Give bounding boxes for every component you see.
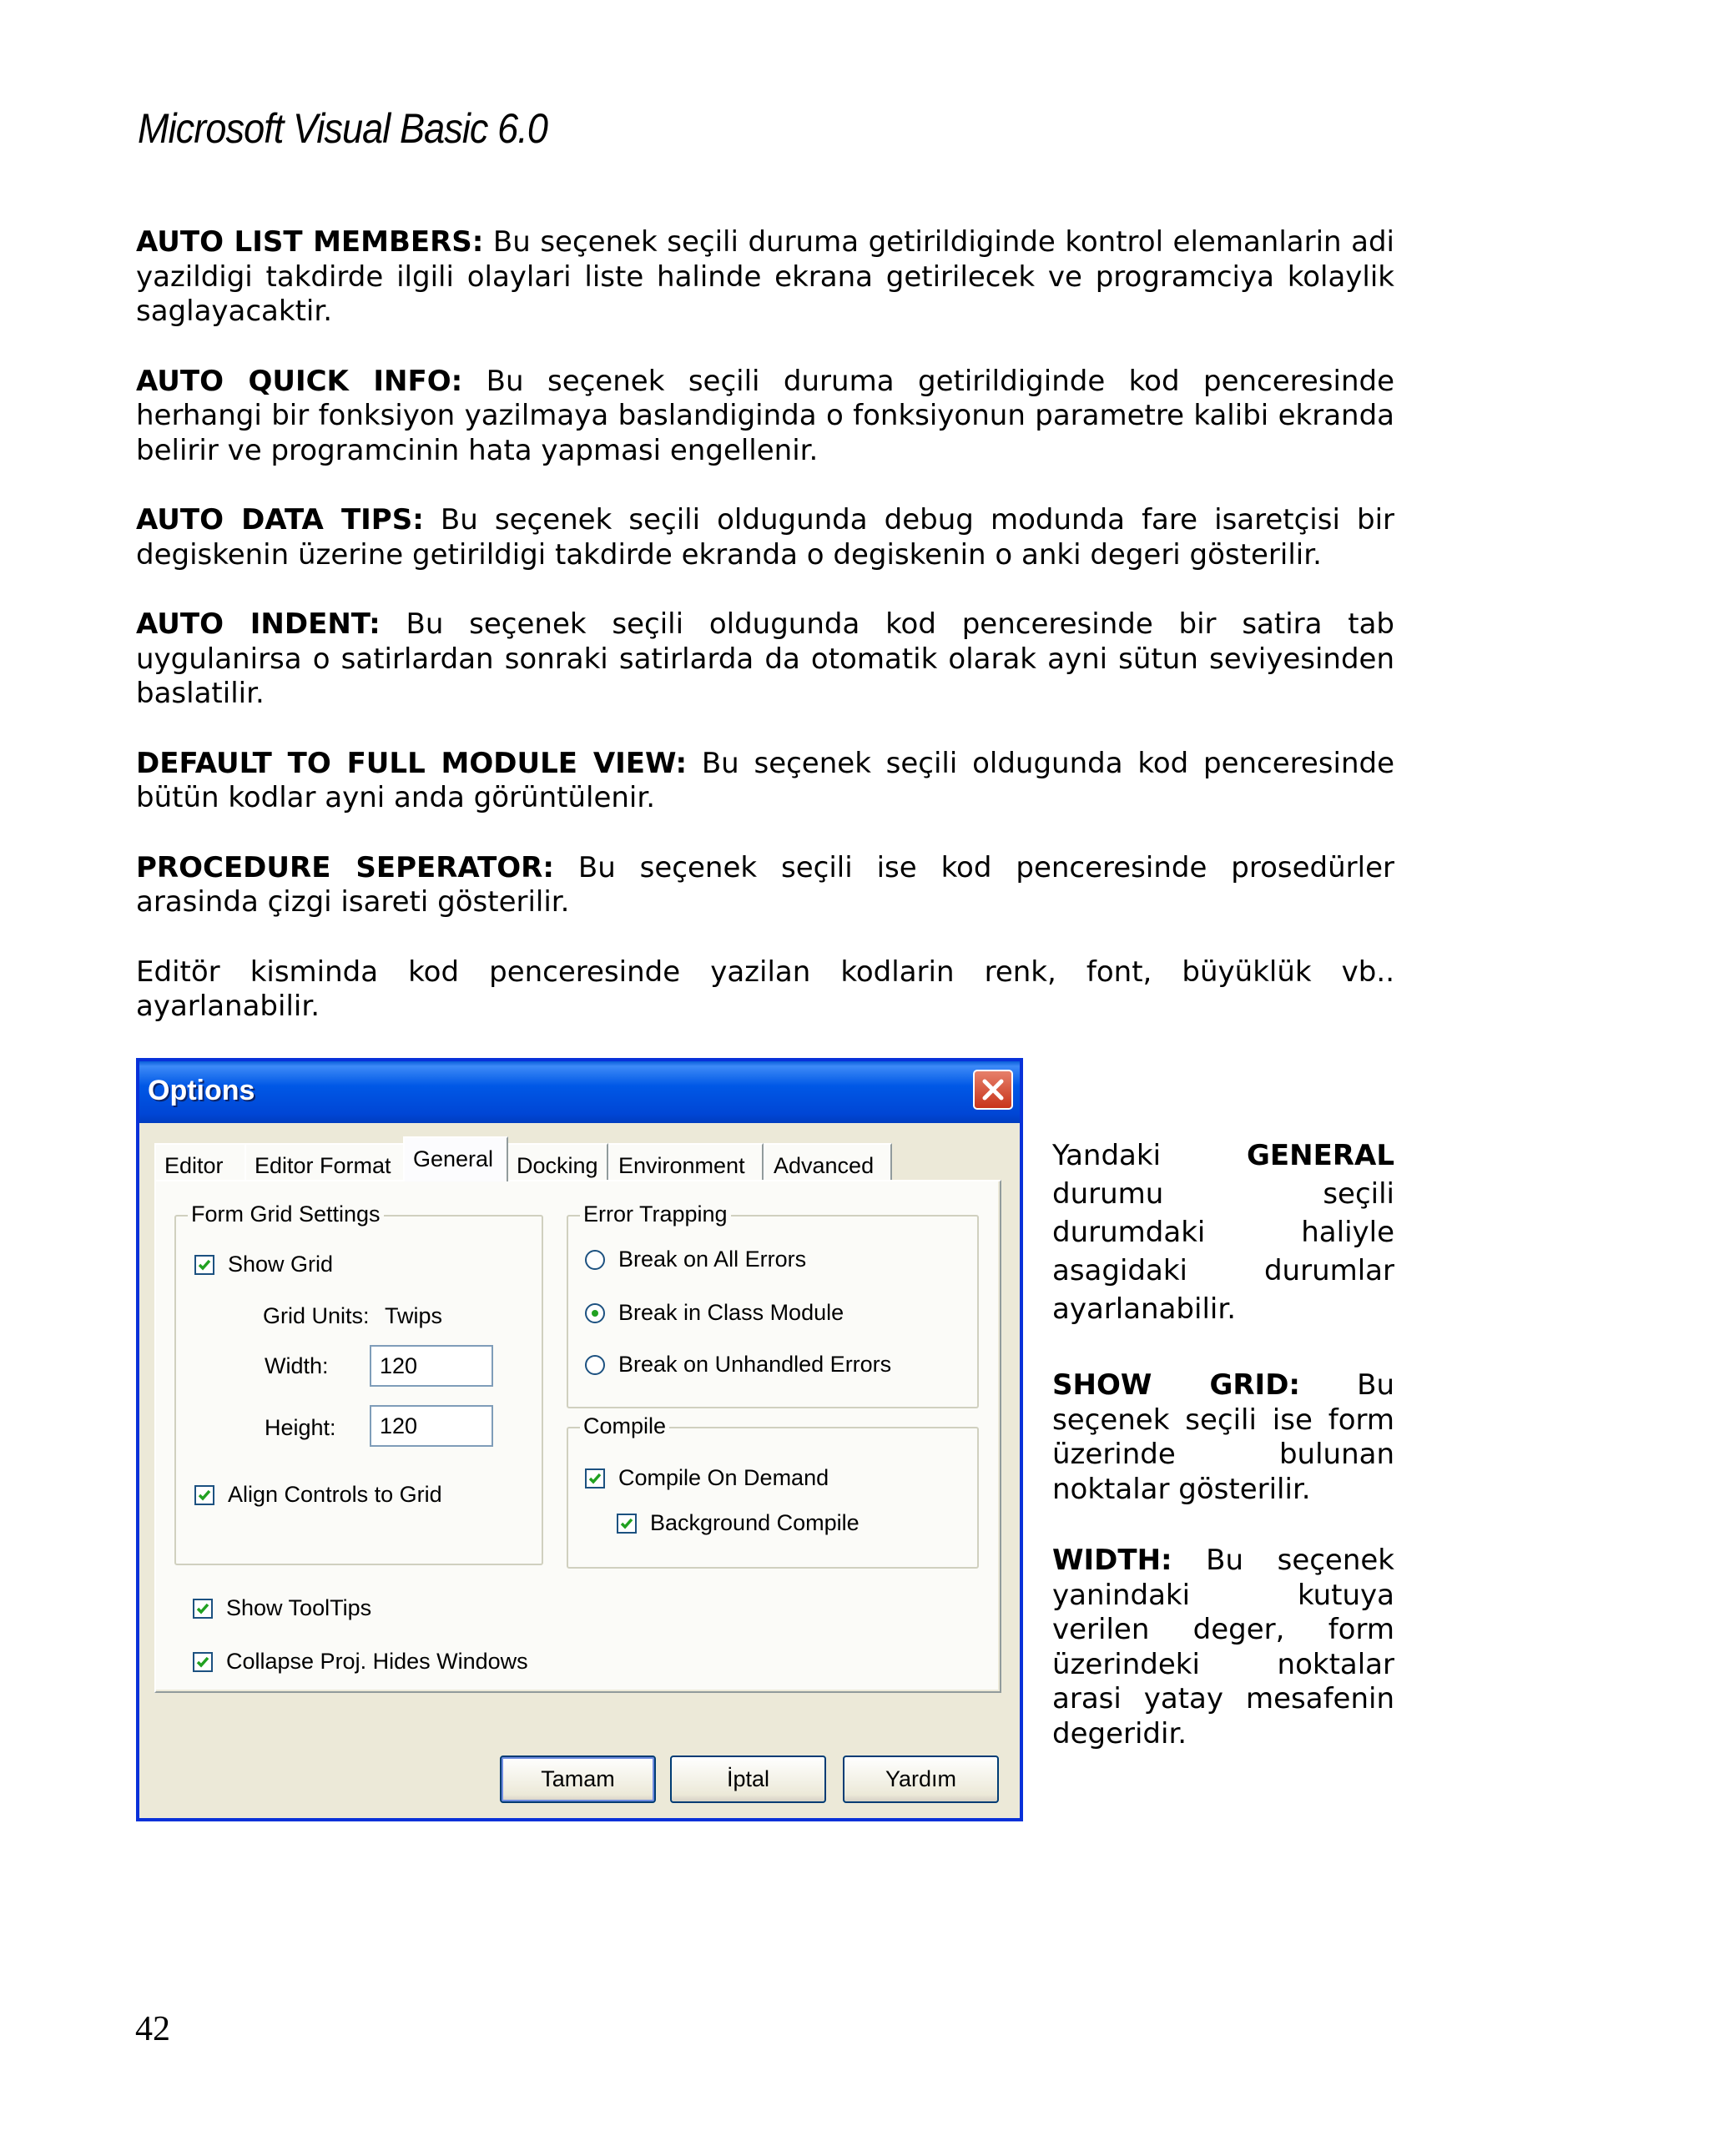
text-auto-quick-info: Bu seçenek seçili duruma getirildiginde kod penceresinde herhangi bir fonksiyon yazilmaya baslandiginda o fonksiyonun parametre kalibi ekranda belirir ve programcinin hata yapmasi engellenir. xyxy=(136,364,1395,467)
term-auto-indent: AUTO INDENT: xyxy=(136,607,381,641)
radio-icon xyxy=(585,1250,605,1270)
compile-on-demand-label: Compile On Demand xyxy=(618,1465,829,1490)
side-width-text: Bu seçenek yanindaki kutuya verilen deger, form üzerindeki noktalar arasi yatay mesafenin degeridir. xyxy=(1052,1544,1394,1750)
height-label: Height: xyxy=(265,1415,336,1440)
align-controls-check-icon xyxy=(194,1485,214,1505)
text-default-full-module-view: Bu seçenek seçili oldugunda kod penceresinde bütün kodlar ayni anda görüntülenir. xyxy=(136,746,1395,814)
dialog-titlebar xyxy=(139,1061,1020,1123)
term-default-full-module-view: DEFAULT TO FULL MODULE VIEW: xyxy=(136,746,688,780)
tab-editor-format[interactable]: Editor Format xyxy=(245,1143,406,1180)
ok-button[interactable]: Tamam xyxy=(500,1756,656,1803)
text-auto-indent: Bu seçenek seçili oldugunda kod penceresinde bir satira tab uygulanirsa o satirlardan sonraki satirlarda da otomatik olarak ayni sütun seviyesinden baslatilir. xyxy=(136,607,1394,710)
paragraph-auto-list-members xyxy=(136,225,1394,330)
paragraph-editor-note xyxy=(136,955,1394,1025)
error-trapping-group xyxy=(567,1201,979,1408)
background-compile-checkbox[interactable] xyxy=(617,1510,860,1536)
radio-label: Break on All Errors xyxy=(618,1247,807,1272)
term-auto-list-members: AUTO LIST MEMBERS: xyxy=(136,225,484,259)
paragraph-auto-indent xyxy=(136,607,1394,712)
tab-general[interactable]: General xyxy=(403,1136,508,1181)
height-input[interactable]: 120 xyxy=(370,1405,493,1447)
tab-docking[interactable]: Docking xyxy=(507,1143,608,1180)
side-show-grid-text: Bu seçenek seçili ise form üzerinde bulunan noktalar gösterilir. xyxy=(1052,1368,1394,1506)
form-grid-settings-group xyxy=(174,1201,543,1565)
show-grid-check-icon xyxy=(194,1255,214,1275)
grid-units-label: Grid Units: xyxy=(263,1303,370,1328)
tab-advanced[interactable]: Advanced xyxy=(764,1143,892,1180)
paragraph-auto-quick-info xyxy=(136,365,1394,469)
text-auto-list-members: Bu seçenek seçili duruma getirildiginde kontrol elemanlarin adi yazildigi takdirde ilgili olaylari liste halinde ekrana getirilecek ve programciya kolaylik saglayacaktir. xyxy=(136,225,1394,328)
side-intro-suffix: durumu seçili durumdaki haliyle asagidaki durumlar ayarlanabilir. xyxy=(1052,1177,1394,1326)
body-text xyxy=(136,225,1394,1060)
page-number: 42 xyxy=(135,2010,170,2048)
side-intro-paragraph xyxy=(1052,1136,1394,1328)
term-auto-data-tips: AUTO DATA TIPS: xyxy=(136,503,424,536)
side-width-term: WIDTH: xyxy=(1052,1544,1172,1577)
compile-group xyxy=(567,1413,979,1569)
show-tooltips-checkbox[interactable] xyxy=(193,1595,371,1621)
cancel-button[interactable]: İptal xyxy=(670,1756,826,1803)
side-note-show-grid xyxy=(1052,1368,1394,1507)
radio-label: Break in Class Module xyxy=(618,1300,844,1325)
compile-on-demand-checkbox[interactable] xyxy=(585,1465,829,1491)
text-auto-data-tips: Bu seçenek seçili oldugunda debug modunda fare isaretçisi bir degiskenin üzerine getirildigi takdirde ekranda o degiskenin o anki degeri gösterilir. xyxy=(136,503,1394,572)
collapse-proj-label: Collapse Proj. Hides Windows xyxy=(226,1649,528,1674)
options-dialog xyxy=(136,1058,1023,1821)
background-compile-check-icon xyxy=(617,1514,637,1534)
side-note-intro xyxy=(1052,1136,1394,1328)
general-tab-panel xyxy=(154,1180,1001,1693)
side-intro-term: GENERAL xyxy=(1247,1139,1394,1172)
align-controls-label: Align Controls to Grid xyxy=(228,1482,442,1507)
side-show-grid-term: SHOW GRID: xyxy=(1052,1368,1301,1402)
show-grid-checkbox[interactable] xyxy=(194,1252,333,1277)
side-width-paragraph xyxy=(1052,1544,1394,1751)
radio-label: Break on Unhandled Errors xyxy=(618,1352,892,1377)
term-procedure-seperator: PROCEDURE SEPERATOR: xyxy=(136,850,554,884)
radio-selected-icon xyxy=(585,1303,605,1323)
help-button[interactable]: Yardım xyxy=(843,1756,999,1803)
side-show-grid-paragraph xyxy=(1052,1368,1394,1507)
form-grid-settings-title: Form Grid Settings xyxy=(188,1201,384,1227)
dialog-title: Options xyxy=(148,1075,255,1106)
width-label: Width: xyxy=(265,1353,329,1378)
show-tooltips-label: Show ToolTips xyxy=(226,1595,372,1620)
text-procedure-seperator: Bu seçenek seçili ise kod penceresinde prosedürler arasinda çizgi isareti gösterilir. xyxy=(136,850,1394,919)
compile-title: Compile xyxy=(580,1413,669,1439)
text-editor-note: Editör kisminda kod penceresinde yazilan kodlarin renk, font, büyüklük vb.. ayarlanabilir. xyxy=(136,955,1394,1023)
error-trapping-title: Error Trapping xyxy=(580,1201,731,1227)
side-intro-prefix: Yandaki xyxy=(1052,1139,1248,1172)
paragraph-procedure-seperator xyxy=(136,851,1394,920)
side-note-width xyxy=(1052,1544,1394,1751)
grid-units-value: Twips xyxy=(385,1303,443,1328)
close-icon xyxy=(981,1078,1005,1101)
collapse-proj-checkbox[interactable] xyxy=(193,1649,528,1675)
radio-icon xyxy=(585,1355,605,1375)
term-auto-quick-info: AUTO QUICK INFO: xyxy=(136,364,463,398)
background-compile-label: Background Compile xyxy=(650,1510,860,1535)
radio-break-on-all-errors[interactable] xyxy=(585,1247,806,1272)
book-title: Microsoft Visual Basic 6.0 xyxy=(138,105,547,152)
compile-on-demand-check-icon xyxy=(585,1468,605,1489)
tab-environment[interactable]: Environment xyxy=(608,1143,764,1180)
radio-break-in-class-module[interactable] xyxy=(585,1300,844,1326)
collapse-proj-check-icon xyxy=(193,1652,213,1672)
close-button[interactable] xyxy=(973,1070,1013,1110)
radio-break-on-unhandled-errors[interactable] xyxy=(585,1352,891,1378)
show-tooltips-check-icon xyxy=(193,1599,213,1619)
tab-editor[interactable]: Editor xyxy=(154,1143,246,1180)
paragraph-auto-data-tips xyxy=(136,503,1394,572)
show-grid-label: Show Grid xyxy=(228,1252,334,1277)
width-input[interactable]: 120 xyxy=(370,1345,493,1387)
paragraph-default-full-module-view xyxy=(136,747,1394,816)
align-controls-checkbox[interactable] xyxy=(194,1482,442,1508)
